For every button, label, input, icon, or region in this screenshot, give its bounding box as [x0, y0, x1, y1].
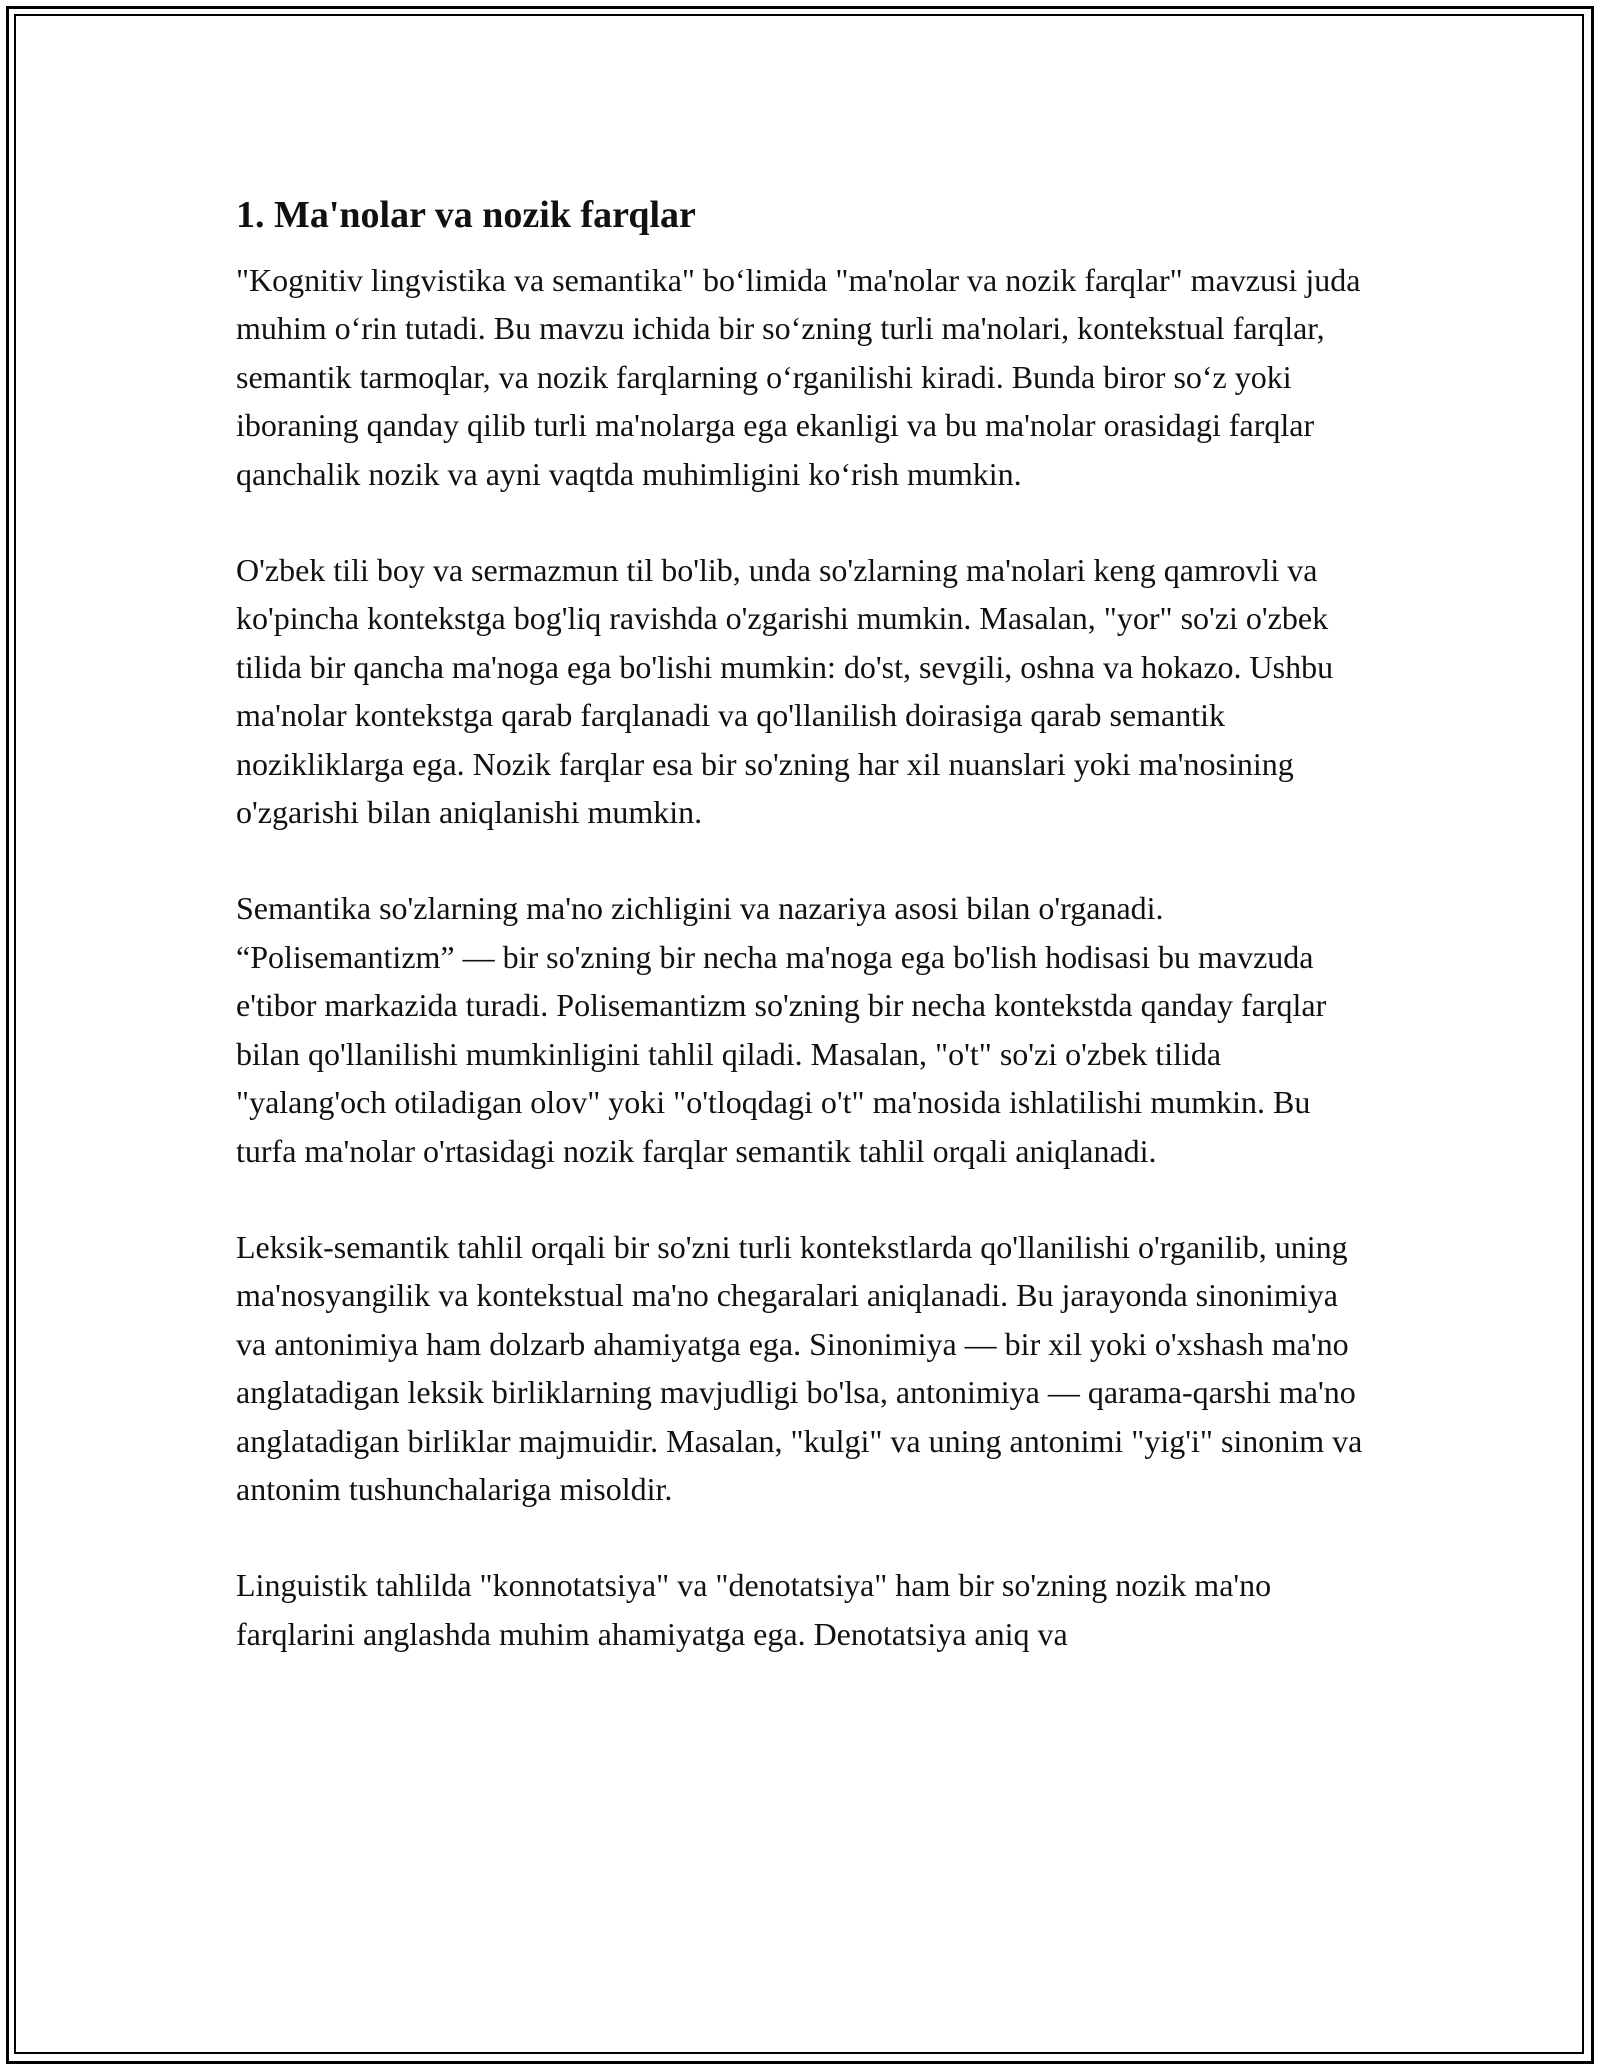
paragraph-1: "Kognitiv lingvistika va semantika" bo‘limida "ma'nolar va nozik farqlar" mavzusi juda muhim o‘rin tutadi. Bu mavzu ichida bir so‘zning turli ma'nolari, kontekstual farqlar, semantik tarmoqlar, va nozik farqlarning o‘rganilishi kiradi. Bunda biror so‘z yoki iboraning qanday qilib turli ma'nolarga ega ekanligi va bu ma'nolar orasidagi farqlar qanchalik nozik va ayni vaqtda muhimligini ko‘rish mumkin. — [236, 262, 1361, 492]
paragraph-2: O'zbek tili boy va sermazmun til bo'lib, unda so'zlarning ma'nolari keng qamrovli va ko'pincha kontekstga bog'liq ravishda o'zgarishi mumkin. Masalan, "yor" so'zi o'zbek tilida bir qancha ma'noga ega bo'lishi mumkin: do'st, sevgili, oshna va hokazo. Ushbu ma'nolar kontekstga qarab farqlanadi va qo'llanilish doirasiga qarab semantik nozikliklarga ega. Nozik farqlar esa bir so'zning har xil nuanslari yoki ma'nosining o'zgarishi bilan aniqlanishi mumkin. — [236, 552, 1334, 831]
document-body — [236, 186, 1366, 1706]
paragraph-3: Semantika so'zlarning ma'no zichligini va nazariya asosi bilan o'rganadi. “Polisemantizm” — bir so'zning bir necha ma'noga ega bo'lish hodisasi bu mavzuda e'tibor markazida turadi. Polisemantizm so'zning bir necha kontekstda qanday farqlar bilan qo'llanilishi mumkinligini tahlil qiladi. Masalan, "o't" so'zi o'zbek tilida "yalang'och otiladigan olov" yoki "o'tloqdagi o't" ma'nosida ishlatilishi mumkin. Bu turfa ma'nolar o'rtasidagi nozik farqlar semantik tahlil orqali aniqlanadi. — [236, 890, 1327, 1169]
paragraph-4: Leksik-semantik tahlil orqali bir so'zni turli kontekstlarda qo'llanilishi o'rganilib, uning ma'nosyangilik va kontekstual ma'no chegaralari aniqlanadi. Bu jarayonda sinonimiya va antonimiya ham dolzarb ahamiyatga ega. Sinonimiya — bir xil yoki o'xshash ma'no anglatadigan leksik birliklarning mavjudligi bo'lsa, antonimiya — qarama-qarshi ma'no anglatadigan birliklar majmuidir. Masalan, "kulgi" va uning antonimi "yig'i" sinonim va antonim tushunchalariga misoldir. — [236, 1228, 1363, 1507]
section-heading: 1. Ma'nolar va nozik farqlar — [236, 194, 696, 236]
paragraph-5: Linguistik tahlilda "konnotatsiya" va "denotatsiya" ham bir so'zning nozik ma'no farqlarini anglashda muhim ahamiyatga ega. Denotatsiya aniq va — [236, 1567, 1272, 1652]
